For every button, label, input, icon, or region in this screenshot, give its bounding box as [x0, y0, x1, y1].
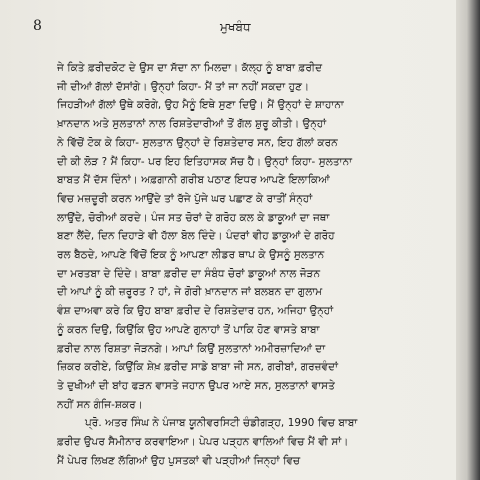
text-line: ਜਿਹੜੀਆਂ ਗੱਲਾਂ ਉਥੇ ਕਰੋਗੇ, ਉਹ ਮੈਨੂੰ ਇਥੇ ਸੁਣਾ ਦਿਉ। ਮੈਂ ਉਨ੍ਹਾਂ ਦੇ ਸ਼ਾਹਾਨਾ: [57, 99, 344, 112]
text-line: ਫ਼ਰੀਦ ਉਪਰ ਸੈਮੀਨਾਰ ਕਰਵਾਇਆ। ਪੇਪਰ ਪੜ੍ਹਨ ਵਾਲਿਆਂ ਵਿਚ ਮੈਂ ਵੀ ਸਾਂ।: [57, 436, 349, 449]
text-line: ਲਾਉਂਦੇ, ਚੋਰੀਆਂ ਕਰਦੇ। ਪੰਜ ਸਤ ਚੋਰਾਂ ਦੇ ਗਰੋਹ ਕਲ ਕੇ ਡਾਕੂਆਂ ਦਾ ਜਥਾ: [57, 211, 330, 224]
text-line: ਜੀ ਦੀਆਂ ਗੱਲਾਂ ਦੱਸਾਂਗੇ। ਉਨ੍ਹਾਂ ਕਿਹਾ- ਮੈਂ ਤਾਂ ਜਾ ਨਹੀਂ ਸਕਦਾ ਹੁਣ।: [57, 80, 310, 93]
text-line: ਦਾ ਮਰਤਬਾ ਦੇ ਦਿੰਦੇ। ਬਾਬਾ ਫ਼ਰੀਦ ਦਾ ਸੰਬੰਧ ਚੋਰਾਂ ਡਾਕੂਆਂ ਨਾਲ ਜੋੜਨ: [57, 267, 321, 280]
text-line: ਨੂੰ ਕਰਨ ਦਿਉ, ਕਿਉਂਕਿ ਉਹ ਆਪਣੇ ਗੁਨਾਹਾਂ ਤੋਂ ਪਾਕਿ ਹੋਣ ਵਾਸਤੇ ਬਾਬਾ: [57, 323, 320, 336]
running-header: ਮੁਖਬੰਧ: [220, 20, 251, 34]
text-line: ਦੀ ਆਪਾਂ ਨੂੰ ਕੀ ਜ਼ਰੂਰਤ ? ਹਾਂ, ਜੇ ਗੋਰੀ ਖ਼ਾਨਦਾਨ ਜਾਂ ਬਲਬਨ ਦਾ ਗੁਲਾਮ: [57, 286, 323, 299]
text-line: ਬਾਬਤ ਮੈਂ ਦੱਸ ਦਿੰਨਾਂ। ਅਫ਼ਗਾਨੀ ਗਰੀਬ ਪਠਾਣ ਇਧਰ ਆਪਣੇ ਇਲਾਕਿਆਂ: [57, 174, 330, 187]
page-number: 8: [33, 18, 42, 34]
text-line: ਨਹੀਂ ਸਨ ਗੰਜਿ-ਸ਼ਕਰ।: [57, 398, 143, 411]
text-line: ਖ਼ਾਨਦਾਨ ਅਤੇ ਸੁਲਤਾਨਾਂ ਨਾਲ ਰਿਸ਼ਤੇਦਾਰੀਆਂ ਤੋਂ ਗੱਲ ਸ਼ੁਰੂ ਕੀਤੀ। ਉਨ੍ਹਾਂ: [57, 118, 327, 131]
text-line: ਵਿਚ ਮਜ਼ਦੂਰੀ ਕਰਨ ਆਉਂਦੇ ਤਾਂ ਰੱਜੇ ਪੁੱਜੇ ਘਰ ਪਛਾਣ ਕੇ ਰਾਤੀਂ ਸੰਨ੍ਹਾਂ: [57, 192, 313, 205]
text-line: ਮੈਂ ਪੇਪਰ ਲਿਖਣ ਲੱਗਿਆਂ ਉਹ ਪੁਸਤਕਾਂ ਵੀ ਪੜ੍ਹੀਆਂ ਜਿਨ੍ਹਾਂ ਵਿਚ: [57, 454, 301, 467]
text-line: ਵੰਸ਼ ਦਾਅਵਾ ਕਰੇ ਕਿ ਉਹ ਬਾਬਾ ਫ਼ਰੀਦ ਦੇ ਰਿਸ਼ਤੇਦਾਰ ਹਨ, ਅਜਿਹਾ ਉਨ੍ਹਾਂ: [57, 305, 334, 318]
text-line: ਦੀ ਕੀ ਲੋੜ ? ਮੈਂ ਕਿਹਾ- ਪਰ ਇਹ ਇਤਿਹਾਸਕ ਸੱਚ ਹੈ। ਉਨ੍ਹਾਂ ਕਿਹਾ- ਸੁਲਤਾਨਾ: [57, 155, 353, 168]
text-line: ਨੇ ਵਿੱਚੋਂ ਟੋਕ ਕੇ ਕਿਹਾ- ਸੁਲਤਾਨ ਉਨ੍ਹਾਂ ਦੇ ਰਿਸ਼ਤੇਦਾਰ ਸਨ, ਇਹ ਗੱਲਾਂ ਕਰਨ: [57, 136, 338, 149]
text-line: ਜੇ ਕਿਤੇ ਫ਼ਰੀਦਕੋਟ ਦੇ ਉਸ ਦਾ ਸੱਦਾ ਨਾ ਮਿਲਦਾ। ਕੱਲ੍ਹ ਨੂੰ ਬਾਬਾ ਫ਼ਰੀਦ: [57, 62, 323, 74]
text-line: ਫ਼ਰੀਦ ਨਾਲ ਰਿਸ਼ਤਾ ਜੋੜਨਗੇ। ਆਪਾਂ ਕਿਉਂ ਸੁਲਤਾਨਾਂ ਅਮੀਰਜ਼ਾਦਿਆਂ ਦਾ: [57, 342, 326, 355]
text-line: ਪ੍ਰੋ. ਅਤਰ ਸਿੰਘ ਨੇ ਪੰਜਾਬ ਯੂਨੀਵਰਸਿਟੀ ਚੰਡੀਗੜ੍ਹ, 1990 ਵਿਚ ਬਾਬਾ: [85, 417, 358, 430]
text-line: ਬਣਾ ਲੈਂਦੇ, ਦਿਨ ਦਿਹਾੜੇ ਵੀ ਹੱਲਾ ਬੋਲ ਦਿੰਦੇ। ਪੰਦਰਾਂ ਵੀਹ ਡਾਕੂਆਂ ਦੇ ਗਰੋਹ: [57, 230, 335, 243]
text-line: ਰਲ ਬੈਠਦੇ, ਆਪਣੇ ਵਿੱਚੋਂ ਇਕ ਨੂੰ ਆਪਣਾ ਲੀਡਰ ਥਾਪ ਕੇ ਉਸਨੂੰ ਸੁਲਤਾਨ: [57, 249, 325, 262]
page-edge-shadow: [456, 0, 480, 480]
text-line: ਤੇ ਦੁਖੀਆਂ ਦੀ ਬਾਂਹ ਫੜਨ ਵਾਸਤੇ ਜਹਾਨ ਉਪਰ ਆਏ ਸਨ, ਸੁਲਤਾਨਾਂ ਵਾਸਤੇ: [57, 379, 335, 392]
body-text: [57, 59, 449, 470]
text-line: ਜ਼ਿਕਰ ਕਰੀਏ, ਕਿਉਂਕਿ ਸ਼ੇਖ਼ ਫ਼ਰੀਦ ਸਾਡੇ ਬਾਬਾ ਜੀ ਸਨ, ਗਰੀਬਾਂ, ਗਰਜ਼ਵੰਦਾਂ: [57, 361, 339, 374]
